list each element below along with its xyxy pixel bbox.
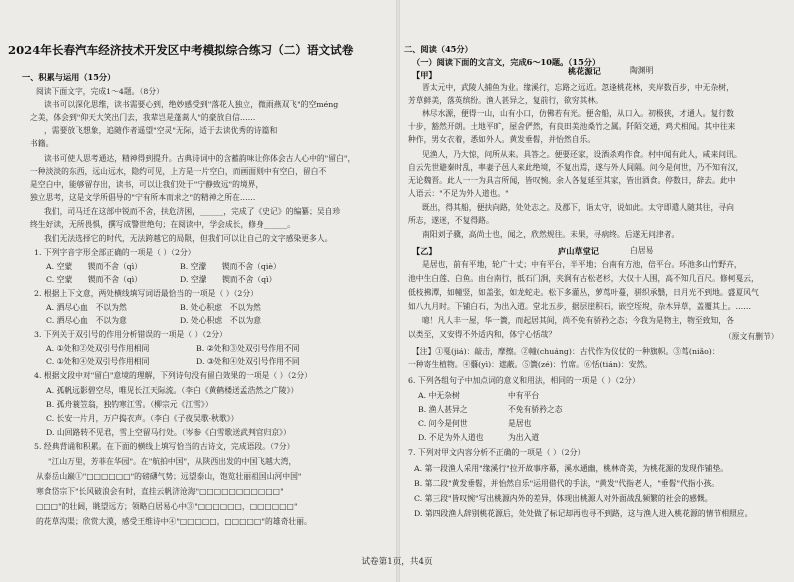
question-6: 6. 下列各组句子中加点词的意义和用法，相同的一项是（ ）（2分）: [408, 376, 640, 385]
text-a-line: 既出，得其船，便扶向路，处处志之。及郡下，诣太守，说如此。太守即遣人随其往，寻向: [422, 203, 734, 212]
exam-title: 2024年长春汽车经济技术开发区中考模拟综合练习（二）语文试卷: [8, 43, 354, 57]
question-4: 4. 根据文段中对"留白"意境的理解，下列诗句没有留白效果的一项是（ ）（2分）: [34, 371, 312, 380]
text-a-line: 晋太元中，武陵人捕鱼为业。缘溪行，忘路之远近。忽逢桃花林，夹岸数百步，中无杂树，: [422, 83, 734, 92]
passage-line: 我们，司马迁在这部中锐而不舍，扶危济困，______，完成了《史记》的编纂；吴自珍: [44, 207, 341, 216]
q4-option-c: C. 长安一片月，万户捣衣声。（李白《子夜吴歌·秋歌》）: [46, 414, 239, 423]
text-a-line: 人语云："不足为外人道也。": [408, 189, 509, 198]
text-b-line: 是居也，前有平地，轮广十丈；中有平台，半平地；台南有方池，倍平台。环池多山竹野卉，: [422, 260, 742, 269]
q6-option-d-left: D. 不足为外人道也: [418, 433, 484, 442]
q3-option-d: D. ③处和④处双引号作用不同: [196, 357, 300, 366]
passage-line: 读书可使人思考通达，精神得到提升。古典诗词中的含蓄韵味让你体会古人心中的"留白"，: [44, 154, 356, 163]
question-7: 7. 下列对甲文内容分析不正确的一项是（ ）（2分）: [408, 448, 586, 457]
text-b-line: 如八九月时。下铺白石，为出入道。堂北五步，据层崖积石，嵌空垤堄，杂木异草，盖覆其上。……: [408, 302, 752, 311]
q1-option-a: A. 空蒙 锲而不舍（qì）: [46, 262, 143, 271]
passage-line: ，需要放飞想象，追随作者遥望"空灵"无际，适于去读优秀的诗篇和: [44, 126, 278, 135]
q4-option-d: D. 山回路转不见君，雪上空留马行处。（岑参《白雪歌送武判官归京》）: [46, 428, 291, 437]
text-a-line: 芳草鲜美，落英缤纷。渔人甚异之，复前行，欲穷其林。: [408, 96, 603, 105]
q3-option-b: B. ②处和③处双引号作用不同: [196, 344, 300, 353]
section-heading: 二、阅读（45分）: [404, 44, 473, 54]
text-a-label: 【甲】: [412, 70, 437, 80]
q6-option-c-right: 是居也: [508, 419, 532, 428]
text-b-label: 【乙】: [412, 246, 437, 256]
passage-line: 是空白中，能够留存出，读书，可以让我们处于"宁静致远"的境界，: [30, 180, 264, 189]
text-a-author: 陶渊明: [630, 66, 654, 75]
q1-option-b: B. 空濛 锲而不舍（qiè）: [180, 262, 281, 271]
q6-option-b-left: B. 渔人甚异之: [418, 405, 468, 414]
text-b-line: 以类至，又安得不外适内和，体宁心恬哉？: [408, 330, 557, 339]
q1-option-c: C. 空蒙 锲而不舍（qì）: [46, 275, 143, 284]
text-b-source: （原文有删节）: [724, 332, 779, 341]
q7-option-b: B. 第二段"黄发垂髫，并怡然自乐"运用借代的手法，"黄发"代指老人，"垂髫"代指小孩。: [414, 479, 720, 488]
question-3: 3. 下列关于双引号的作用分析错误的一项是（ ）（2分）: [34, 330, 227, 339]
q2-option-d: D. 处心积虑 不以为意: [180, 316, 262, 325]
question-5: 5. 经典背诵和积累。在下面的横线上填写恰当的古诗文，完成语段。（7分）: [34, 442, 295, 451]
text-a-line: 见渔人，乃大惊，问所从来。具答之。便要还家，设酒杀鸡作食。村中闻有此人，咸来问讯。: [422, 150, 742, 159]
text-b-line: 低枝拂潭，如幢竖，如盖张，如龙蛇走。松下多灌丛，萝茑叶蔓，骈织承翳，日月光不到地。盛夏风气: [408, 288, 759, 297]
q5-line: "江山万里，芳菲在华园"。在"航拍中国"，从陕西出发的中国飞越大湾，: [48, 457, 297, 466]
q7-option-c: C. 第三段"皆叹惋"写出桃源内外的差异，体现出桃源人对外面战乱频繁的社会的感慨。: [414, 494, 713, 503]
text-a-line: 十步，豁然开朗。土地平旷，屋舍俨然，有良田美池桑竹之属。阡陌交通，鸡犬相闻。其中往来: [408, 122, 736, 131]
passage-line: 独立思考，这是文学所倡导的"宁有所本而求之"的精神之所在……: [30, 193, 256, 202]
annotation-line: 【注】①戛(jiá)：敲击，摩擦。②幢(chuáng)：古代作为仪仗的一种旗帜。③茑(niǎo)：: [412, 347, 720, 356]
passage-line: 之美，体会到"仰天大笑出门去，我辈岂是蓬蒿人"的豪放自信……: [30, 113, 256, 122]
q5-line: 寒食岱宗下"长风破浪会有时，直挂云帆济沧海"□□□□□□□□□□□": [36, 487, 284, 496]
passage-line: 阅读下面文字，完成1～4题。（8分）: [36, 87, 164, 96]
page-footer: 试卷第1页，共4页: [361, 557, 433, 567]
q3-option-c: C. ①处和④处双引号作用相同: [46, 357, 150, 366]
q6-option-a-left: A. 中无杂树: [418, 391, 460, 400]
q3-option-a: A. ①处和②处双引号作用相同: [46, 344, 150, 353]
annotation-line: 一种寄生植物。④蘙(yì)：遮蔽。⑤簀(zé)：竹席。⑥恬(tián)：安然。: [408, 360, 653, 369]
question-1: 1. 下列字音字形全部正确的一项是（ ）（2分）: [34, 248, 196, 257]
q2-option-c: C. 洒尽心血 不以为意: [46, 316, 127, 325]
passage-line: 书籍。: [30, 139, 54, 148]
text-a-line: 无论魏晋。此人一一为具言所闻，皆叹惋。余人各复延至其家，皆出酒食。停数日，辞去。此中: [408, 176, 736, 185]
q1-option-d: D. 空濛 锲而不舍（qì）: [180, 275, 277, 284]
text-b-line: 池中生白莲、白鱼。由台南行，抵石门涧，夹涧有古松老杉，大仅十人围，高不知几百尺。修柯戛云，: [408, 274, 759, 283]
q4-option-b: B. 孤舟蓑笠翁，独钓寒江雪。（柳宗元《江雪》）: [46, 400, 213, 409]
q4-option-a: A. 孤帆远影碧空尽，唯见长江天际流。（李白《黄鹤楼送孟浩然之广陵》）: [46, 386, 299, 395]
left-column: [0, 0, 398, 558]
text-a-line: 南阳刘子骥，高尚士也，闻之，欣然规往。未果，寻病终。后遂无问津者。: [422, 230, 680, 239]
subsection-heading: （一）阅读下面的文言文，完成6～10题。（15分）: [412, 57, 601, 67]
text-b-title: 庐山草堂记: [558, 246, 599, 256]
section-heading: 一、积累与运用（15分）: [22, 72, 116, 82]
text-b-line: 噫！凡人丰一屋，华一簀，而起居其间，尚不免有骄矜之态；今我为是物主，物至致知，各: [422, 316, 734, 325]
q7-option-d: D. 第四段渔人辞别桃花源后，处处做了标记却再也寻不到路，这与渔人进入桃花源的情节相照应。: [414, 509, 753, 518]
q6-option-b-right: 不免有骄矜之态: [508, 405, 563, 414]
text-a-line: 林尽水源，便得一山，山有小口，仿佛若有光。便舍船，从口入。初极狭，才通人。复行数: [422, 109, 734, 118]
q6-option-a-right: 中有平台: [508, 391, 540, 400]
text-b-author: 白居易: [630, 246, 654, 255]
text-a-line: 自云先世避秦时乱，率妻子邑人来此绝境，不复出焉，遂与外人间隔。问今是何世，乃不知有汉，: [408, 163, 744, 172]
passage-line: 我们无法选择它的时代，无法跨越它的局限，但我们可以让自己的文字感染更多人。: [44, 234, 333, 243]
q5-line: □□□"的壮阔，眺望远方；领略白居易心中③"□□□□□□，□□□□□□": [36, 502, 298, 511]
passage-line: 读书可以深化思维，读书需要心到，绝妙感受到"落花人独立，微雨燕双飞"的空méng: [44, 100, 339, 109]
q2-option-b: B. 处心积虑 不以为然: [180, 303, 261, 312]
q5-line: 的花草沟渠；欣赏大漠，感受王维诗中④"□□□□□，□□□□□"的雄奇壮丽。: [36, 517, 312, 526]
q6-option-d-right: 为出入道: [508, 433, 540, 442]
q7-option-a: A. 第一段渔人采用"缘溪行"拉开故事序幕，溪水通幽，桃林奇美，为桃花源的发现作铺垫。: [414, 464, 729, 473]
text-a-title: 桃花源记: [568, 66, 601, 76]
passage-line: 终生好读，无所畏惧，撰写成警世绝句；在阅读中，学会成长，修身______。: [30, 220, 296, 229]
question-2: 2. 根据上下文意，两处横线填写词语最恰当的一项是（ ）（2分）: [34, 289, 258, 298]
right-column: [398, 0, 794, 558]
q2-option-a: A. 洒尽心血 不以为然: [46, 303, 127, 312]
q6-option-c-left: C. 问今是何世: [418, 419, 468, 428]
text-a-line: 种作，男女衣着，悉如外人。黄发垂髫，并怡然自乐。: [408, 135, 596, 144]
text-a-line: 所志，遂迷，不复得路。: [408, 216, 494, 225]
passage-line: 一种淡淡的东西，远山远水，隐约可见，上方是一片空白，而画面则中有空白，留白不: [30, 167, 327, 176]
q5-line: 从泰岳山巅①"□□□□□□"的磅礴气势；远望泰山，饱览壮丽祖国山河中国": [36, 472, 302, 481]
